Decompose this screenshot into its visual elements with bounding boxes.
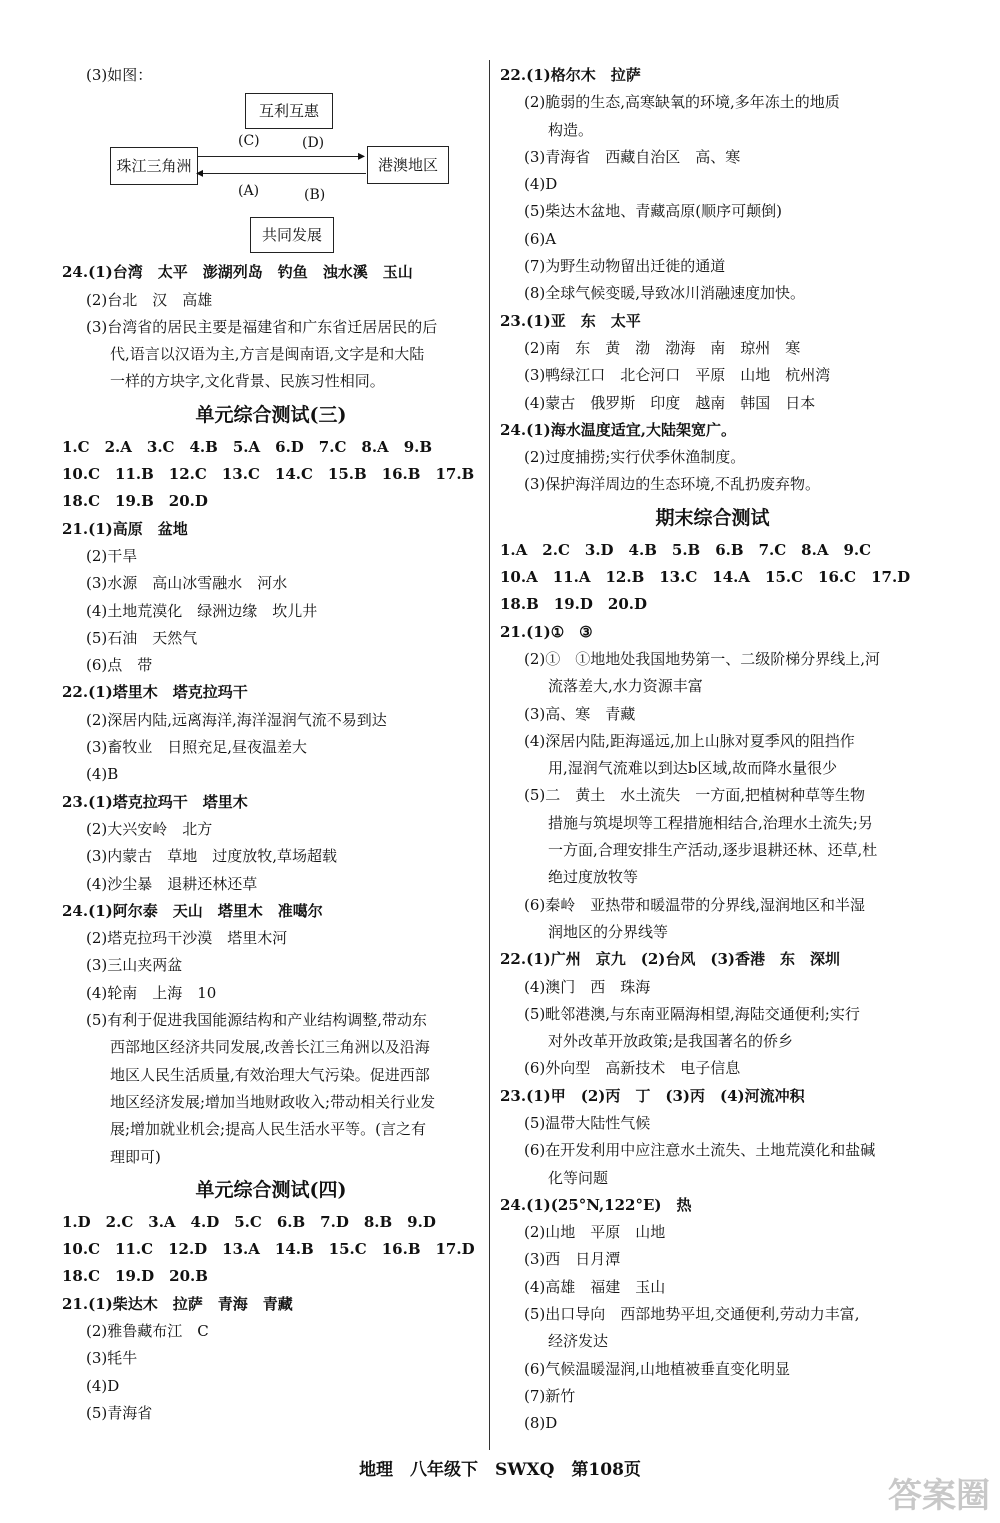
answer-line: 用,湿润气流难以到达b区域,故而降水量很少	[548, 759, 838, 778]
answer-line: 1.D 2.C 3.A 4.D 5.C 6.B 7.D 8.B 9.D	[62, 1212, 436, 1231]
answer-line: (2)塔克拉玛干沙漠 塔里木河	[86, 929, 288, 948]
answer-line: (4)D	[524, 175, 558, 194]
answer-line: 地区人民生活质量,有效治理大气污染。促进西部	[110, 1065, 430, 1084]
left-answer-list	[62, 259, 480, 1427]
answer-line: 18.C 19.D 20.B	[62, 1267, 208, 1286]
answer-line: (2)南 东 黄 渤 渤海 南 琼州 寒	[524, 338, 801, 357]
answer-line: (2)雅鲁藏布江 C	[86, 1321, 209, 1340]
answer-line: (2)深居内陆,远离海洋,海洋湿润气流不易到达	[86, 710, 387, 729]
answer-line: 18.C 19.B 20.D	[62, 492, 208, 511]
answer-line: (3)水源 高山冰雪融水 河水	[86, 574, 288, 593]
answer-line: (4)深居内陆,距海遥远,加上山脉对夏季风的阻挡作	[524, 731, 855, 750]
answer-line: (4)B	[86, 765, 119, 784]
answer-line: 经济发达	[548, 1332, 609, 1351]
diagram-top-box: 互利互惠	[245, 93, 333, 129]
answer-line: 地区经济发展;增加当地财政收入;带动相关行业发	[110, 1092, 436, 1111]
answer-line: (4)轮南 上海 10	[86, 983, 217, 1002]
answer-line: (3)三山夹两盆	[86, 956, 183, 975]
page-footer: 地理 八年级下 SWXQ 第108页	[359, 1460, 641, 1480]
answer-line: 24.(1)阿尔泰 天山 塔里木 准噶尔	[62, 901, 323, 920]
answer-line: 24.(1)(25°N,122°E) 热	[500, 1195, 692, 1214]
answer-line: 构造。	[548, 120, 594, 139]
answer-line: 21.(1)高原 盆地	[62, 519, 188, 538]
answer-line: (6)A	[524, 229, 557, 248]
arrow-head-left: ◂	[196, 165, 204, 182]
answer-line: (4)沙尘暴 退耕还林还草	[86, 874, 258, 893]
answer-line: (2)脆弱的生态,高寒缺氧的环境,多年冻土的地质	[524, 93, 840, 112]
diagram-left-box: 珠江三角洲	[110, 147, 198, 185]
answer-line: (4)澳门 西 珠海	[524, 977, 651, 996]
answer-line: (4)高雄 福建 玉山	[524, 1277, 666, 1296]
diagram-intro: (3)如图：	[86, 66, 153, 84]
answer-line: 10.C 11.C 12.D 13.A 14.B 15.C 16.B 17.D	[62, 1240, 475, 1259]
answer-line: 18.B 19.D 20.D	[500, 595, 647, 614]
answer-line: 润地区的分界线等	[548, 922, 669, 941]
answer-line: (4)蒙古 俄罗斯 印度 越南 韩国 日本	[524, 393, 816, 412]
answer-line: 代,语言以汉语为主,方言是闽南语,文字是和大陆	[110, 345, 425, 364]
answer-line: 绝过度放牧等	[548, 868, 639, 887]
label-a: (A)	[238, 183, 260, 200]
answer-line: (3)台湾省的居民主要是福建省和广东省迁居居民的后	[86, 317, 438, 336]
answer-line: (2)① ①地地处我国地势第一、二级阶梯分界线上,河	[524, 649, 881, 668]
answer-line: 化等问题	[548, 1168, 609, 1187]
arrow-to-prd	[200, 173, 366, 174]
answer-line: 展;增加就业机会;提高人民生活水平等。(言之有	[110, 1120, 426, 1139]
arrow-head-right: ▸	[358, 148, 366, 165]
answer-line: (6)点 带	[86, 656, 153, 675]
answer-line: (6)气候温暖湿润,山地植被垂直变化明显	[524, 1359, 791, 1378]
answer-line: 1.A 2.C 3.D 4.B 5.B 6.B 7.C 8.A 9.C	[500, 540, 872, 559]
answer-line: (4)土地荒漠化 绿洲边缘 坎儿井	[86, 601, 318, 620]
label-b: (B)	[304, 187, 326, 204]
answer-line: (3)西 日月潭	[524, 1250, 621, 1269]
section-heading: 单元综合测试(三)	[195, 403, 347, 426]
answer-line: 22.(1)塔里木 塔克拉玛干	[62, 683, 248, 702]
answer-line: (5)二 黄土 水土流失 一方面,把植树种草等生物	[524, 786, 866, 805]
answer-line: (3)牦牛	[86, 1349, 138, 1368]
answer-line: 24.(1)海水温度适宜,大陆架宽广。	[500, 420, 736, 439]
answer-line: (6)秦岭 亚热带和暖温带的分界线,湿润地区和半湿	[524, 895, 866, 914]
diagram-right-box: 港澳地区	[367, 146, 449, 184]
answer-line: 10.C 11.B 12.C 13.C 14.C 15.B 16.B 17.B	[62, 465, 475, 484]
answer-line: (3)鸭绿江口 北仑河口 平原 山地 杭州湾	[524, 366, 831, 385]
answer-line: 24.(1)台湾 太平 澎湖列岛 钓鱼 浊水溪 玉山	[62, 263, 413, 282]
answer-line: (7)新竹	[524, 1386, 576, 1405]
answer-line: 1.C 2.A 3.C 4.B 5.A 6.D 7.C 8.A 9.B	[62, 437, 433, 456]
section-heading: 单元综合测试(四)	[195, 1178, 347, 1201]
answer-line: (4)D	[86, 1376, 120, 1395]
answer-line: (5)有利于促进我国能源结构和产业结构调整,带动东	[86, 1011, 428, 1030]
answer-line: (3)保护海洋周边的生态环境,不乱扔废弃物。	[524, 475, 821, 494]
answer-line: (3)青海省 西藏自治区 高、寒	[524, 147, 741, 166]
answer-line: 23.(1)甲 (2)丙 丁 (3)丙 (4)河流冲积	[500, 1086, 805, 1105]
answer-line: (6)在开发利用中应注意水土流失、土地荒漠化和盐碱	[524, 1141, 876, 1160]
diagram-bottom-box: 共同发展	[250, 217, 334, 253]
column-divider	[489, 60, 490, 1450]
section-heading: 期末综合测试	[655, 506, 770, 529]
answer-line: (2)山地 平原 山地	[524, 1223, 666, 1242]
answer-line: (2)大兴安岭 北方	[86, 819, 213, 838]
relationship-diagram	[62, 89, 480, 259]
answer-line: 一样的方块字,文化背景、民族习性相同。	[110, 372, 385, 391]
answer-line: (7)为野生动物留出迁徙的通道	[524, 257, 726, 276]
label-d: (D)	[302, 135, 325, 152]
answer-line: (3)畜牧业 日照充足,昼夜温差大	[86, 738, 308, 757]
right-answer-list	[500, 62, 925, 1438]
answer-line: 10.A 11.A 12.B 13.C 14.A 15.C 16.C 17.D	[500, 568, 911, 587]
arrow-to-hk-macao	[198, 156, 364, 157]
answer-line: (5)温带大陆性气候	[524, 1113, 651, 1132]
answer-line: (8)D	[524, 1414, 558, 1433]
answer-line: (8)全球气候变暖,导致冰川消融速度加快。	[524, 284, 806, 303]
answer-line: (5)毗邻港澳,与东南亚隔海相望,海陆交通便利;实行	[524, 1004, 860, 1023]
watermark-logo: 答案圈	[888, 1476, 990, 1516]
answer-line: (2)台北 汉 高雄	[86, 290, 213, 309]
label-c: (C)	[238, 133, 260, 150]
answer-line: (2)干旱	[86, 546, 138, 565]
answer-line: (5)石油 天然气	[86, 628, 198, 647]
answer-line: (6)外向型 高新技术 电子信息	[524, 1059, 741, 1078]
answer-line: (3)内蒙古 草地 过度放牧,草场超载	[86, 847, 338, 866]
answer-line: (5)柴达木盆地、青藏高原(顺序可颠倒)	[524, 202, 782, 221]
answer-line: 对外改革开放政策;是我国著名的侨乡	[548, 1032, 794, 1051]
answer-line: 23.(1)亚 东 太平	[500, 311, 641, 330]
answer-line: 流落差大,水力资源丰富	[548, 677, 703, 696]
answer-line: 22.(1)格尔木 拉萨	[500, 66, 641, 84]
answer-line: 西部地区经济共同发展,改善长江三角洲以及沿海	[110, 1038, 430, 1057]
answer-line: (3)高、寒 青藏	[524, 704, 636, 723]
left-column	[62, 62, 480, 1427]
answer-line: 22.(1)广州 京九 (2)台风 (3)香港 东 深圳	[500, 950, 840, 969]
right-column	[500, 62, 925, 1438]
answer-line: 21.(1)① ③	[500, 622, 593, 641]
answer-line: 23.(1)塔克拉玛干 塔里木	[62, 792, 248, 811]
answer-line: 理即可)	[110, 1147, 161, 1166]
answer-line: 一方面,合理安排生产活动,逐步退耕还林、还草,杜	[548, 841, 878, 860]
answer-line: (5)青海省	[86, 1403, 153, 1422]
answer-line: 措施与筑堤坝等工程措施相结合,治理水土流失;另	[548, 813, 873, 832]
answer-line: 21.(1)柴达木 拉萨 青海 青藏	[62, 1294, 293, 1313]
answer-line: (5)出口导向 西部地势平坦,交通便利,劳动力丰富,	[524, 1305, 860, 1324]
answer-line: (2)过度捕捞;实行伏季休渔制度。	[524, 448, 746, 467]
